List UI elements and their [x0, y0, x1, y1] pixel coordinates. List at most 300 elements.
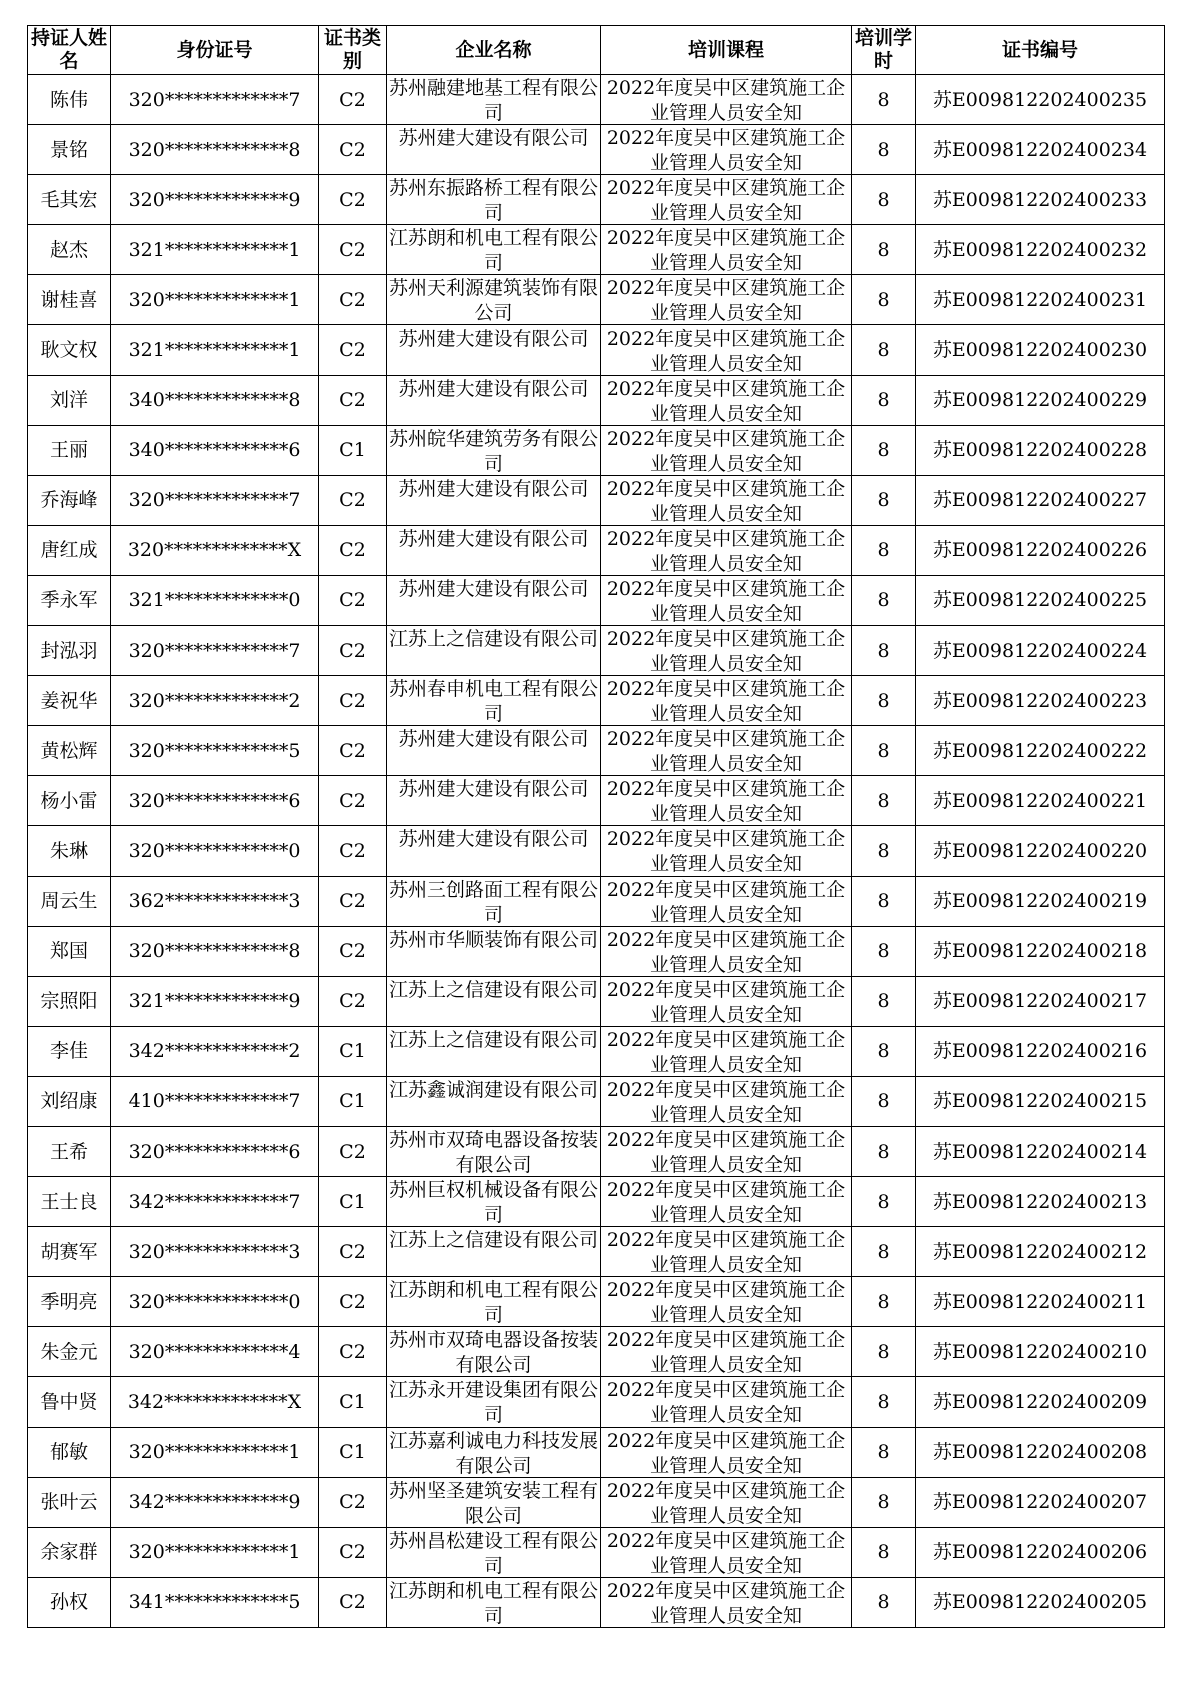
cell-course-text: 2022年度吴中区建筑施工企业管理人员安全知 — [606, 1379, 846, 1427]
cell-course-box — [601, 526, 851, 575]
cell-holder-name: 刘洋 — [28, 375, 111, 425]
cell-cert-number: 苏E009812202400213 — [916, 1177, 1165, 1227]
cell-id-number: 320*************6 — [111, 776, 319, 826]
cell-company — [387, 325, 601, 375]
cell-company — [387, 776, 601, 826]
cell-company-box — [387, 1177, 600, 1226]
cell-cert-number: 苏E009812202400225 — [916, 575, 1165, 625]
cell-id-number: 320*************8 — [111, 926, 319, 976]
cell-course-text: 2022年度吴中区建筑施工企业管理人员安全知 — [606, 928, 846, 976]
cell-company — [387, 1076, 601, 1126]
cell-course-text: 2022年度吴中区建筑施工企业管理人员安全知 — [606, 77, 846, 125]
cell-course-box — [601, 1277, 851, 1326]
cell-course-text: 2022年度吴中区建筑施工企业管理人员安全知 — [606, 377, 846, 425]
cell-cert-type: C2 — [319, 1227, 387, 1277]
cell-company-text: 苏州春申机电工程有限公司 — [388, 678, 598, 726]
cell-cert-number: 苏E009812202400220 — [916, 826, 1165, 876]
cell-cert-type: C1 — [319, 425, 387, 475]
cell-cert-number: 苏E009812202400207 — [916, 1477, 1165, 1527]
cell-course-box — [601, 1428, 851, 1477]
table-row — [28, 776, 1165, 826]
cell-course-box — [601, 1327, 851, 1376]
cell-cert-type: C2 — [319, 375, 387, 425]
cell-company-text: 江苏朗和机电工程有限公司 — [388, 227, 598, 275]
cell-id-number: 342*************9 — [111, 1477, 319, 1527]
cell-course-box — [601, 326, 851, 375]
cell-company-box — [387, 1077, 600, 1126]
cell-course-box — [601, 1578, 851, 1627]
cell-course — [601, 275, 852, 325]
cell-cert-number: 苏E009812202400228 — [916, 425, 1165, 475]
cell-hours: 8 — [852, 876, 916, 926]
cell-id-number: 320*************7 — [111, 626, 319, 676]
cell-company-box — [387, 626, 600, 675]
cell-hours: 8 — [852, 776, 916, 826]
cell-course — [601, 475, 852, 525]
cell-cert-number: 苏E009812202400227 — [916, 475, 1165, 525]
table-row — [28, 1126, 1165, 1176]
cell-cert-number: 苏E009812202400210 — [916, 1327, 1165, 1377]
table-row — [28, 1427, 1165, 1477]
cell-company-box — [387, 1428, 600, 1477]
cell-course-text: 2022年度吴中区建筑施工企业管理人员安全知 — [606, 477, 846, 525]
cell-company — [387, 626, 601, 676]
cell-company-box — [387, 676, 600, 725]
header-holder-name: 持证人姓名 — [28, 26, 111, 75]
cell-id-number: 321*************1 — [111, 225, 319, 275]
cell-course — [601, 976, 852, 1026]
cell-company — [387, 75, 601, 125]
cell-company-box — [387, 927, 600, 976]
cell-id-number: 320*************7 — [111, 475, 319, 525]
cell-cert-type: C2 — [319, 575, 387, 625]
cell-course-box — [601, 125, 851, 174]
cell-holder-name: 郁敏 — [28, 1427, 111, 1477]
cell-cert-type: C2 — [319, 475, 387, 525]
cell-course-box — [601, 1177, 851, 1226]
cell-id-number: 320*************5 — [111, 726, 319, 776]
cell-id-number: 342*************7 — [111, 1177, 319, 1227]
cell-cert-number: 苏E009812202400233 — [916, 175, 1165, 225]
cell-course-text: 2022年度吴中区建筑施工企业管理人员安全知 — [606, 1028, 846, 1076]
cell-company-text: 苏州市华顺装饰有限公司 — [388, 928, 598, 951]
cell-id-number: 340*************8 — [111, 375, 319, 425]
cell-course — [601, 826, 852, 876]
cell-hours: 8 — [852, 626, 916, 676]
cell-cert-type: C2 — [319, 876, 387, 926]
table-row — [28, 976, 1165, 1026]
cell-cert-number: 苏E009812202400214 — [916, 1126, 1165, 1176]
cell-cert-type: C2 — [319, 275, 387, 325]
table-row — [28, 475, 1165, 525]
header-course: 培训课程 — [601, 26, 852, 75]
cell-company-text: 苏州皖华建筑劳务有限公司 — [388, 427, 598, 475]
cell-course-text: 2022年度吴中区建筑施工企业管理人员安全知 — [606, 1329, 846, 1377]
cell-course-text: 2022年度吴中区建筑施工企业管理人员安全知 — [606, 628, 846, 676]
cell-hours: 8 — [852, 175, 916, 225]
cell-course — [601, 926, 852, 976]
table-row — [28, 575, 1165, 625]
cell-course-text: 2022年度吴中区建筑施工企业管理人员安全知 — [606, 227, 846, 275]
cell-course-text: 2022年度吴中区建筑施工企业管理人员安全知 — [606, 728, 846, 776]
cell-course-text: 2022年度吴中区建筑施工企业管理人员安全知 — [606, 327, 846, 375]
cell-company-box — [387, 726, 600, 775]
table-row — [28, 525, 1165, 575]
cell-company-box — [387, 877, 600, 926]
cell-company-box — [387, 75, 600, 124]
cell-company-box — [387, 225, 600, 274]
cell-hours: 8 — [852, 425, 916, 475]
cell-cert-number: 苏E009812202400222 — [916, 726, 1165, 776]
cell-course — [601, 225, 852, 275]
cell-cert-type: C1 — [319, 1076, 387, 1126]
cell-course-box — [601, 75, 851, 124]
cell-cert-number: 苏E009812202400235 — [916, 75, 1165, 125]
cell-holder-name: 王希 — [28, 1126, 111, 1176]
cell-hours: 8 — [852, 1076, 916, 1126]
cell-company-text: 苏州建大建设有限公司 — [398, 778, 589, 801]
cell-holder-name: 宗照阳 — [28, 976, 111, 1026]
cell-holder-name: 张叶云 — [28, 1477, 111, 1527]
cell-course — [601, 1327, 852, 1377]
cell-course — [601, 1177, 852, 1227]
cell-cert-number: 苏E009812202400234 — [916, 125, 1165, 175]
cell-id-number: 321*************9 — [111, 976, 319, 1026]
cell-cert-number: 苏E009812202400217 — [916, 976, 1165, 1026]
table-row — [28, 626, 1165, 676]
cell-course — [601, 75, 852, 125]
table-body — [28, 75, 1165, 1628]
cell-holder-name: 耿文权 — [28, 325, 111, 375]
table-row — [28, 876, 1165, 926]
table-row — [28, 1227, 1165, 1277]
cell-cert-number: 苏E009812202400211 — [916, 1277, 1165, 1327]
cell-cert-number: 苏E009812202400232 — [916, 225, 1165, 275]
cell-cert-number: 苏E009812202400223 — [916, 676, 1165, 726]
cell-course-text: 2022年度吴中区建筑施工企业管理人员安全知 — [606, 277, 846, 325]
cell-company-text: 苏州天利源建筑装饰有限公司 — [388, 277, 598, 325]
cell-id-number: 320*************1 — [111, 1427, 319, 1477]
cell-holder-name: 景铭 — [28, 125, 111, 175]
cell-hours: 8 — [852, 976, 916, 1026]
cell-cert-type: C1 — [319, 1026, 387, 1076]
table-row — [28, 75, 1165, 125]
cell-cert-type: C2 — [319, 1277, 387, 1327]
cell-company-text: 江苏鑫诚润建设有限公司 — [388, 1078, 598, 1101]
cell-id-number: 320*************8 — [111, 125, 319, 175]
cell-id-number: 320*************9 — [111, 175, 319, 225]
cell-course-box — [601, 576, 851, 625]
cell-course-text: 2022年度吴中区建筑施工企业管理人员安全知 — [606, 828, 846, 876]
cell-cert-number: 苏E009812202400212 — [916, 1227, 1165, 1277]
cell-hours: 8 — [852, 1227, 916, 1277]
cell-company-text: 苏州三创路面工程有限公司 — [388, 878, 598, 926]
cell-hours: 8 — [852, 726, 916, 776]
cell-course-box — [601, 275, 851, 324]
cell-holder-name: 李佳 — [28, 1026, 111, 1076]
cell-course — [601, 726, 852, 776]
cell-company-box — [387, 977, 600, 1026]
cell-id-number: 320*************7 — [111, 75, 319, 125]
cell-company-text: 江苏朗和机电工程有限公司 — [388, 1279, 598, 1327]
cell-company-box — [387, 125, 600, 174]
cell-id-number: 320*************3 — [111, 1227, 319, 1277]
cell-course — [601, 1026, 852, 1076]
cell-cert-number: 苏E009812202400208 — [916, 1427, 1165, 1477]
cell-course — [601, 1126, 852, 1176]
cell-company — [387, 1126, 601, 1176]
cell-company — [387, 826, 601, 876]
cell-company-box — [387, 476, 600, 525]
cell-course-box — [601, 676, 851, 725]
cell-id-number: 410*************7 — [111, 1076, 319, 1126]
header-hours: 培训学时 — [852, 26, 916, 75]
cell-course-text: 2022年度吴中区建筑施工企业管理人员安全知 — [606, 1179, 846, 1227]
cell-cert-type: C2 — [319, 125, 387, 175]
cell-cert-number: 苏E009812202400229 — [916, 375, 1165, 425]
cell-course-box — [601, 376, 851, 425]
cell-company-text: 苏州建大建设有限公司 — [398, 127, 589, 150]
cell-course-text: 2022年度吴中区建筑施工企业管理人员安全知 — [606, 778, 846, 826]
cell-company-box — [387, 1027, 600, 1076]
cell-hours: 8 — [852, 1126, 916, 1176]
cell-holder-name: 孙权 — [28, 1577, 111, 1627]
cell-cert-number: 苏E009812202400209 — [916, 1377, 1165, 1427]
cell-course — [601, 1377, 852, 1427]
cell-cert-type: C2 — [319, 175, 387, 225]
cell-course — [601, 1427, 852, 1477]
cell-company — [387, 1227, 601, 1277]
cell-company-box — [387, 1377, 600, 1426]
cell-company-box — [387, 1528, 600, 1577]
cell-company — [387, 1026, 601, 1076]
cell-course-box — [601, 1227, 851, 1276]
cell-cert-number: 苏E009812202400230 — [916, 325, 1165, 375]
cell-course — [601, 325, 852, 375]
cell-holder-name: 陈伟 — [28, 75, 111, 125]
cell-company-text: 江苏上之信建设有限公司 — [388, 1028, 598, 1051]
cell-id-number: 320*************6 — [111, 1126, 319, 1176]
cell-company-text: 江苏上之信建设有限公司 — [388, 628, 598, 651]
cell-id-number: 320*************2 — [111, 676, 319, 726]
table-row — [28, 1177, 1165, 1227]
cell-id-number: 362*************3 — [111, 876, 319, 926]
cell-course — [601, 525, 852, 575]
cell-course-text: 2022年度吴中区建筑施工企业管理人员安全知 — [606, 577, 846, 625]
cell-course-text: 2022年度吴中区建筑施工企业管理人员安全知 — [606, 527, 846, 575]
cell-company-text: 苏州建大建设有限公司 — [398, 828, 589, 851]
cell-id-number: 342*************2 — [111, 1026, 319, 1076]
cell-cert-type: C2 — [319, 976, 387, 1026]
cell-company — [387, 275, 601, 325]
cell-company-box — [387, 526, 600, 575]
cell-company-box — [387, 826, 600, 875]
cell-cert-number: 苏E009812202400221 — [916, 776, 1165, 826]
cell-company — [387, 876, 601, 926]
cell-course-box — [601, 927, 851, 976]
cell-company — [387, 375, 601, 425]
cell-company-text: 江苏永开建设集团有限公司 — [388, 1379, 598, 1427]
cell-course-text: 2022年度吴中区建筑施工企业管理人员安全知 — [606, 427, 846, 475]
cell-course — [601, 175, 852, 225]
cell-holder-name: 周云生 — [28, 876, 111, 926]
cell-id-number: 320*************0 — [111, 1277, 319, 1327]
cell-company — [387, 726, 601, 776]
cell-company-text: 江苏朗和机电工程有限公司 — [388, 1579, 598, 1627]
cell-id-number: 320*************4 — [111, 1327, 319, 1377]
cell-hours: 8 — [852, 1026, 916, 1076]
cell-company — [387, 1177, 601, 1227]
table-row — [28, 325, 1165, 375]
cell-holder-name: 朱琳 — [28, 826, 111, 876]
cell-cert-type: C1 — [319, 1377, 387, 1427]
cell-course-text: 2022年度吴中区建筑施工企业管理人员安全知 — [606, 1479, 846, 1527]
cell-company-text: 苏州坚圣建筑安装工程有限公司 — [388, 1479, 598, 1527]
cell-course-text: 2022年度吴中区建筑施工企业管理人员安全知 — [606, 1129, 846, 1177]
cell-course-box — [601, 776, 851, 825]
cell-company — [387, 1477, 601, 1527]
cell-company — [387, 1577, 601, 1627]
table-row — [28, 225, 1165, 275]
cell-course-text: 2022年度吴中区建筑施工企业管理人员安全知 — [606, 1429, 846, 1477]
cell-company-text: 苏州建大建设有限公司 — [398, 477, 589, 500]
cell-course-box — [601, 175, 851, 224]
cell-hours: 8 — [852, 275, 916, 325]
cell-holder-name: 黄松辉 — [28, 726, 111, 776]
cell-holder-name: 刘绍康 — [28, 1076, 111, 1126]
cell-company-text: 苏州建大建设有限公司 — [398, 377, 589, 400]
cell-company — [387, 926, 601, 976]
cell-hours: 8 — [852, 575, 916, 625]
table-row — [28, 726, 1165, 776]
cell-hours: 8 — [852, 1577, 916, 1627]
cell-cert-type: C2 — [319, 325, 387, 375]
cell-company-box — [387, 1127, 600, 1176]
cell-course-box — [601, 826, 851, 875]
cell-hours: 8 — [852, 1477, 916, 1527]
cell-company-text: 江苏嘉利诚电力科技发展有限公司 — [388, 1429, 598, 1477]
cell-company — [387, 1427, 601, 1477]
cell-company — [387, 425, 601, 475]
cell-holder-name: 鲁中贤 — [28, 1377, 111, 1427]
cell-id-number: 320*************1 — [111, 275, 319, 325]
cell-company-box — [387, 1227, 600, 1276]
cell-hours: 8 — [852, 1427, 916, 1477]
certificate-roster-table — [27, 25, 1165, 1628]
cell-company-text: 江苏上之信建设有限公司 — [388, 978, 598, 1001]
cell-cert-type: C2 — [319, 726, 387, 776]
cell-cert-type: C2 — [319, 225, 387, 275]
cell-cert-type: C2 — [319, 1477, 387, 1527]
cell-hours: 8 — [852, 225, 916, 275]
cell-course-text: 2022年度吴中区建筑施工企业管理人员安全知 — [606, 1529, 846, 1577]
table-row — [28, 425, 1165, 475]
cell-course-box — [601, 1528, 851, 1577]
cell-id-number: 341*************5 — [111, 1577, 319, 1627]
cell-cert-number: 苏E009812202400216 — [916, 1026, 1165, 1076]
cell-course-box — [601, 1027, 851, 1076]
cell-company-text: 苏州市双琦电器设备按装有限公司 — [388, 1329, 598, 1377]
cell-holder-name: 余家群 — [28, 1527, 111, 1577]
cell-company-box — [387, 376, 600, 425]
table-row — [28, 676, 1165, 726]
cell-course-text: 2022年度吴中区建筑施工企业管理人员安全知 — [606, 1579, 846, 1627]
cell-holder-name: 杨小雷 — [28, 776, 111, 826]
header-row — [28, 26, 1165, 75]
cell-holder-name: 谢桂喜 — [28, 275, 111, 325]
cell-holder-name: 王丽 — [28, 425, 111, 475]
cell-hours: 8 — [852, 926, 916, 976]
cell-cert-type: C2 — [319, 926, 387, 976]
cell-company-text: 苏州东振路桥工程有限公司 — [388, 177, 598, 225]
cell-course-text: 2022年度吴中区建筑施工企业管理人员安全知 — [606, 127, 846, 175]
cell-cert-type: C2 — [319, 776, 387, 826]
cell-id-number: 321*************0 — [111, 575, 319, 625]
cell-company-box — [387, 326, 600, 375]
table-row — [28, 125, 1165, 175]
cell-cert-number: 苏E009812202400231 — [916, 275, 1165, 325]
cell-course-text: 2022年度吴中区建筑施工企业管理人员安全知 — [606, 678, 846, 726]
cell-course — [601, 1477, 852, 1527]
cell-company-text: 苏州建大建设有限公司 — [398, 327, 589, 350]
table-row — [28, 926, 1165, 976]
cell-course — [601, 876, 852, 926]
cell-company-text: 苏州巨权机械设备有限公司 — [388, 1179, 598, 1227]
cell-company-text: 苏州建大建设有限公司 — [398, 577, 589, 600]
cell-holder-name: 季永军 — [28, 575, 111, 625]
cell-cert-number: 苏E009812202400205 — [916, 1577, 1165, 1627]
cell-hours: 8 — [852, 1177, 916, 1227]
cell-course — [601, 626, 852, 676]
cell-company-box — [387, 275, 600, 324]
cell-company — [387, 225, 601, 275]
cell-cert-type: C2 — [319, 826, 387, 876]
cell-hours: 8 — [852, 1277, 916, 1327]
cell-cert-type: C2 — [319, 1327, 387, 1377]
cell-course-box — [601, 726, 851, 775]
cell-course-box — [601, 626, 851, 675]
cell-holder-name: 胡赛军 — [28, 1227, 111, 1277]
cell-holder-name: 姜祝华 — [28, 676, 111, 726]
cell-company — [387, 475, 601, 525]
cell-course — [601, 676, 852, 726]
cell-company — [387, 1327, 601, 1377]
cell-cert-type: C1 — [319, 1427, 387, 1477]
cell-holder-name: 赵杰 — [28, 225, 111, 275]
cell-company-box — [387, 1578, 600, 1627]
cell-id-number: 320*************X — [111, 525, 319, 575]
cell-company-text: 苏州建大建设有限公司 — [398, 728, 589, 751]
cell-course — [601, 375, 852, 425]
cell-company-text: 苏州市双琦电器设备按装有限公司 — [388, 1129, 598, 1177]
cell-company-box — [387, 1478, 600, 1527]
table-row — [28, 1577, 1165, 1627]
cell-hours: 8 — [852, 525, 916, 575]
cell-hours: 8 — [852, 676, 916, 726]
cell-cert-number: 苏E009812202400224 — [916, 626, 1165, 676]
header-company: 企业名称 — [387, 26, 601, 75]
table-row — [28, 1327, 1165, 1377]
cell-course — [601, 1277, 852, 1327]
cell-course-box — [601, 1127, 851, 1176]
cell-company-text: 江苏上之信建设有限公司 — [388, 1229, 598, 1252]
cell-id-number: 320*************1 — [111, 1527, 319, 1577]
cell-cert-number: 苏E009812202400226 — [916, 525, 1165, 575]
cell-company — [387, 525, 601, 575]
header-id-number: 身份证号 — [111, 26, 319, 75]
cell-course — [601, 776, 852, 826]
cell-hours: 8 — [852, 325, 916, 375]
